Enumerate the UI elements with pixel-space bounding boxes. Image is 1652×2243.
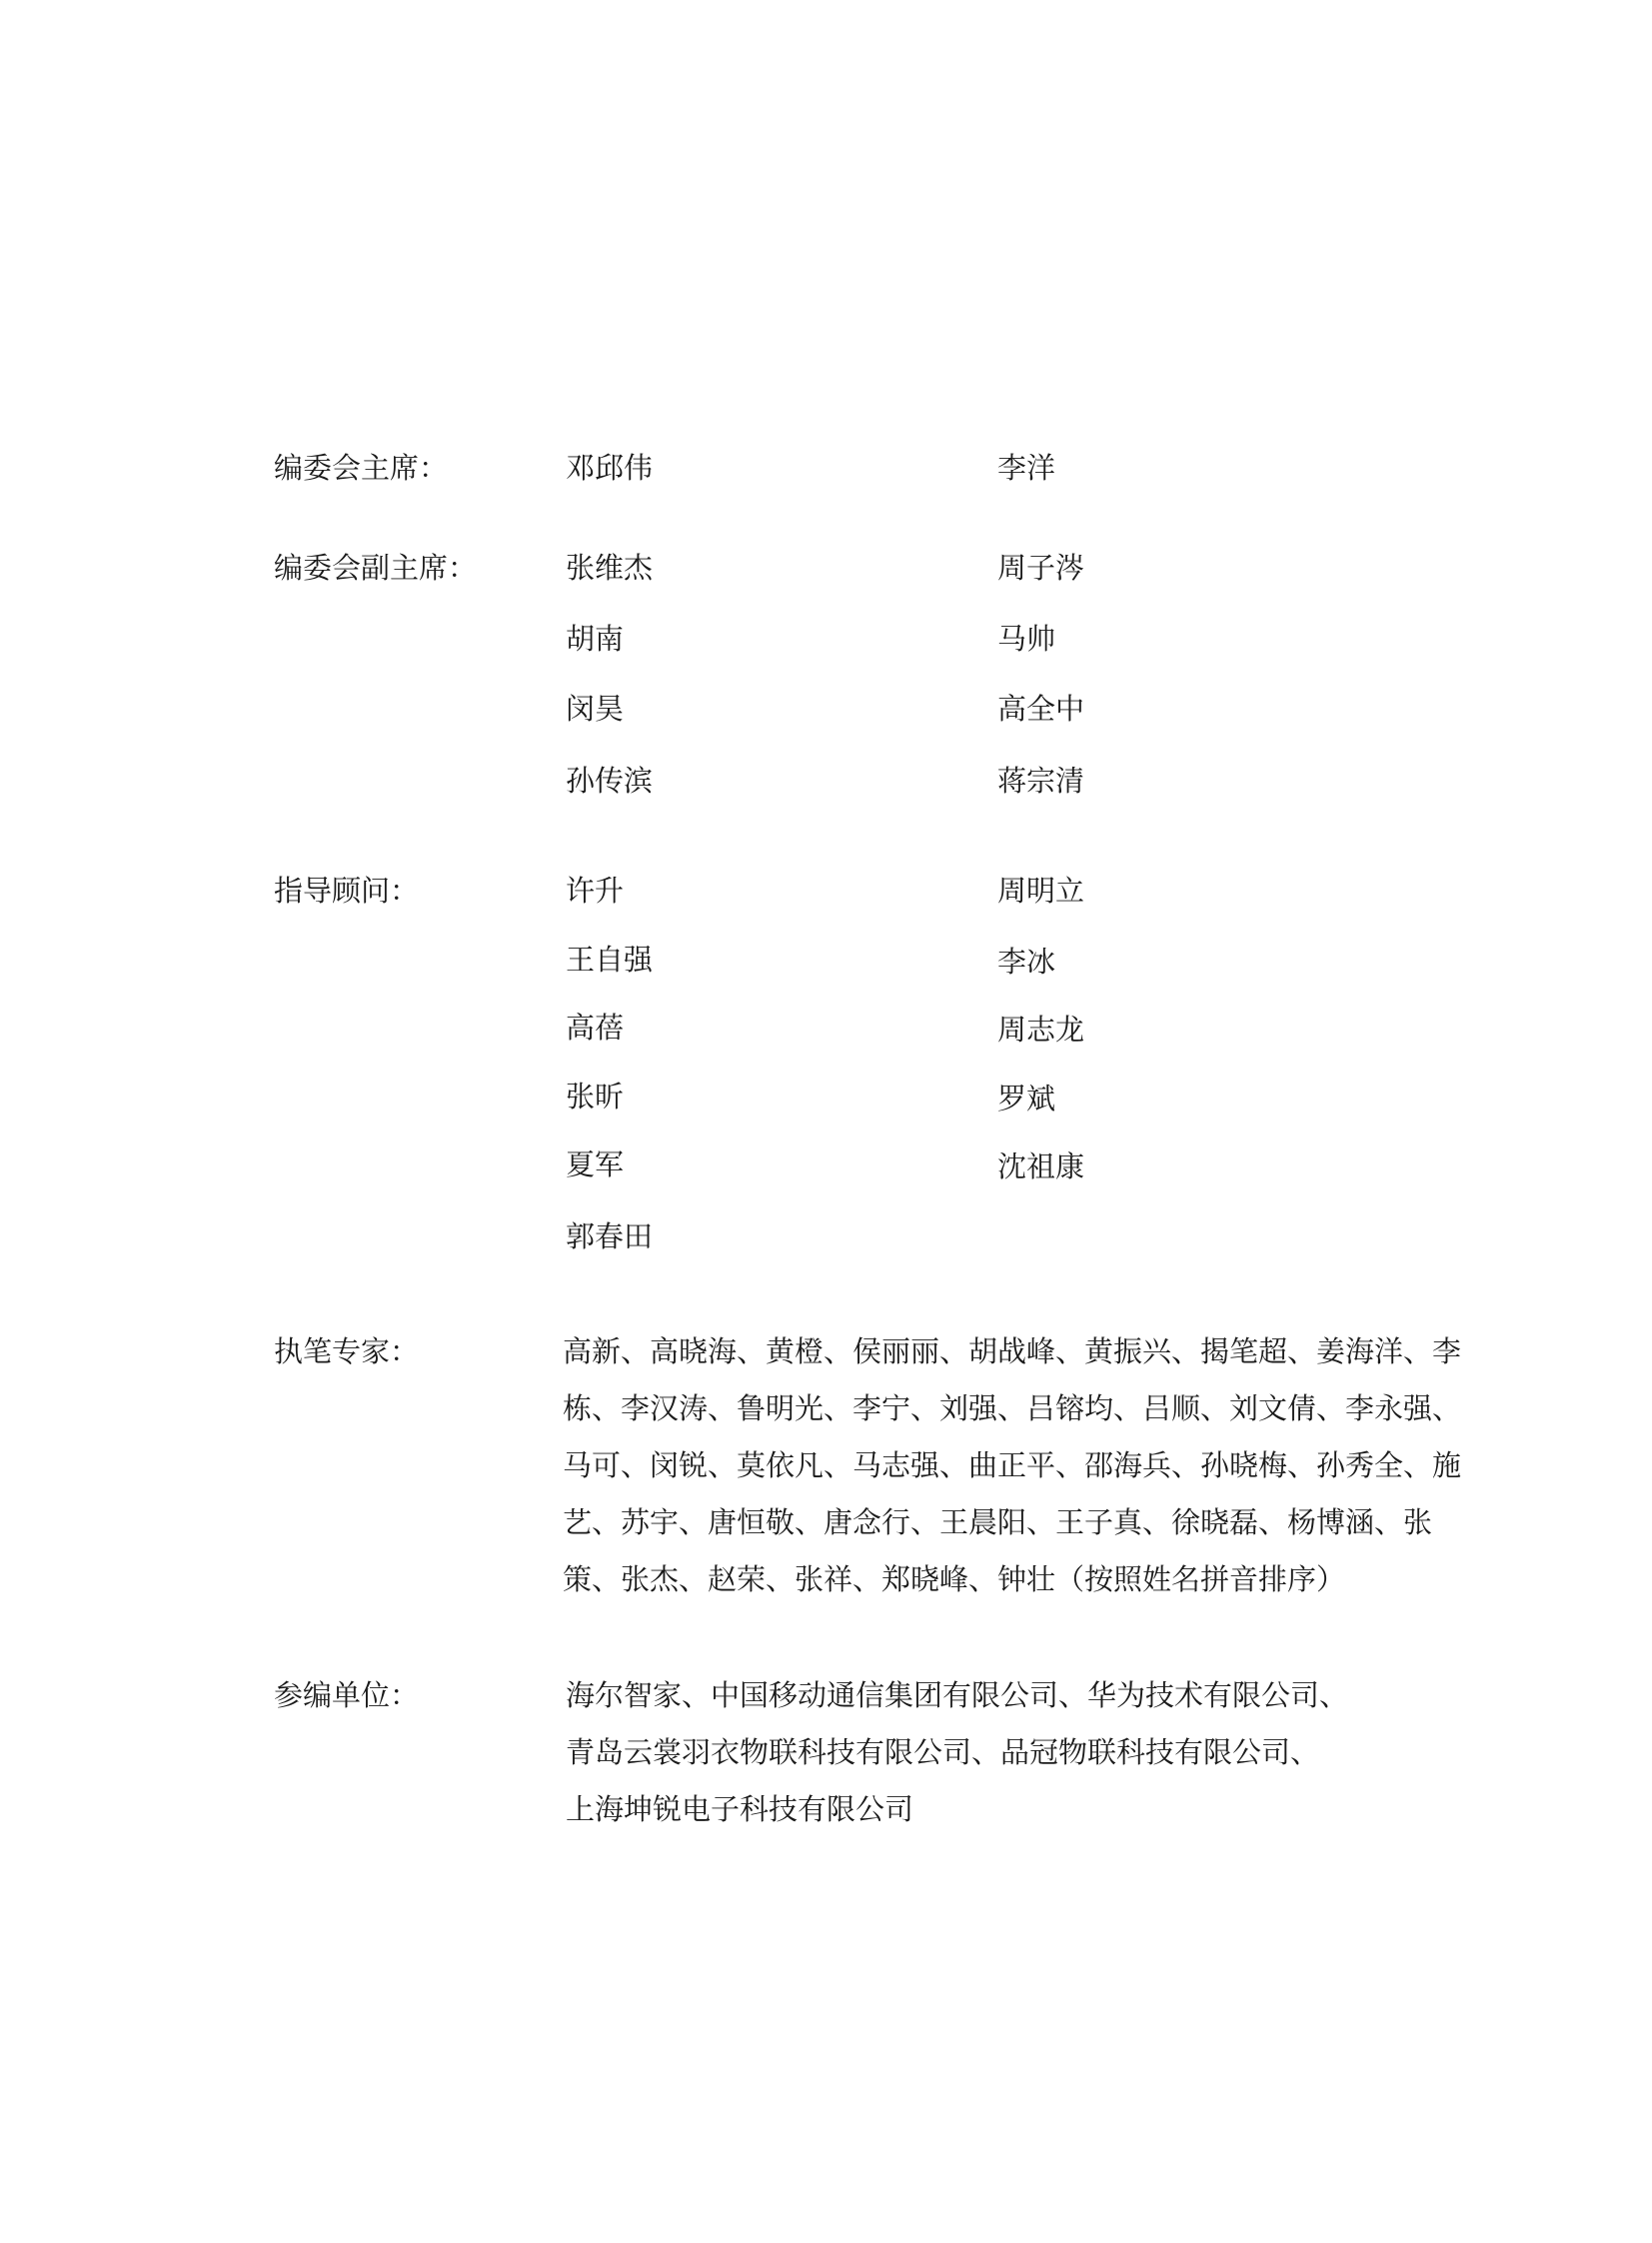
vice-chair-name: 胡南 xyxy=(566,622,625,656)
units-label: 参编单位： xyxy=(274,1678,420,1712)
chair-name: 李洋 xyxy=(997,451,1056,485)
advisor-name: 周志龙 xyxy=(997,1013,1085,1047)
vice-chair-name: 高全中 xyxy=(997,692,1085,726)
vice-chair-name: 孙传滨 xyxy=(566,764,654,798)
writers-line: 马可、闵锐、莫依凡、马志强、曲正平、邵海兵、孙晓梅、孙秀全、施 xyxy=(563,1448,1462,1482)
advisor-name: 王自强 xyxy=(566,943,654,977)
advisor-name: 罗斌 xyxy=(997,1082,1056,1116)
writers-line: 艺、苏宇、唐恒敬、唐念行、王晨阳、王子真、徐晓磊、杨博涵、张 xyxy=(563,1505,1433,1539)
writers-line: 高新、高晓海、黄橙、侯丽丽、胡战峰、黄振兴、揭笔超、姜海洋、李 xyxy=(563,1334,1462,1368)
unit-line: 海尔智家、中国移动通信集团有限公司、华为技术有限公司、 xyxy=(566,1678,1349,1712)
chair-name: 邓邱伟 xyxy=(566,451,654,485)
chair-label: 编委会主席： xyxy=(274,451,449,485)
advisor-name: 沈祖康 xyxy=(997,1149,1085,1183)
unit-line: 青岛云裳羽衣物联科技有限公司、品冠物联科技有限公司、 xyxy=(566,1735,1320,1769)
vice-chair-name: 周子涔 xyxy=(997,551,1085,585)
advisor-name: 夏军 xyxy=(566,1147,625,1181)
advisors-label: 指导顾问： xyxy=(274,874,420,908)
advisor-name: 张昕 xyxy=(566,1080,625,1114)
advisor-name: 李冰 xyxy=(997,945,1056,979)
writers-label: 执笔专家： xyxy=(274,1334,420,1368)
advisor-name: 郭春田 xyxy=(566,1219,654,1253)
writers-line: 策、张杰、赵荣、张祥、郑晓峰、钟壮（按照姓名拼音排序） xyxy=(563,1562,1346,1596)
vice-chair-label: 编委会副主席： xyxy=(274,551,478,585)
unit-line: 上海坤锐电子科技有限公司 xyxy=(566,1792,914,1826)
advisor-name: 周明立 xyxy=(997,874,1085,908)
advisor-name: 许升 xyxy=(566,874,625,908)
writers-line: 栋、李汉涛、鲁明光、李宁、刘强、吕镕均、吕顺、刘文倩、李永强、 xyxy=(563,1391,1462,1425)
vice-chair-name: 蒋宗清 xyxy=(997,764,1085,798)
vice-chair-name: 马帅 xyxy=(997,622,1056,656)
vice-chair-name: 张维杰 xyxy=(566,551,654,585)
advisor-name: 高蓓 xyxy=(566,1011,625,1045)
vice-chair-name: 闵昊 xyxy=(566,692,625,726)
